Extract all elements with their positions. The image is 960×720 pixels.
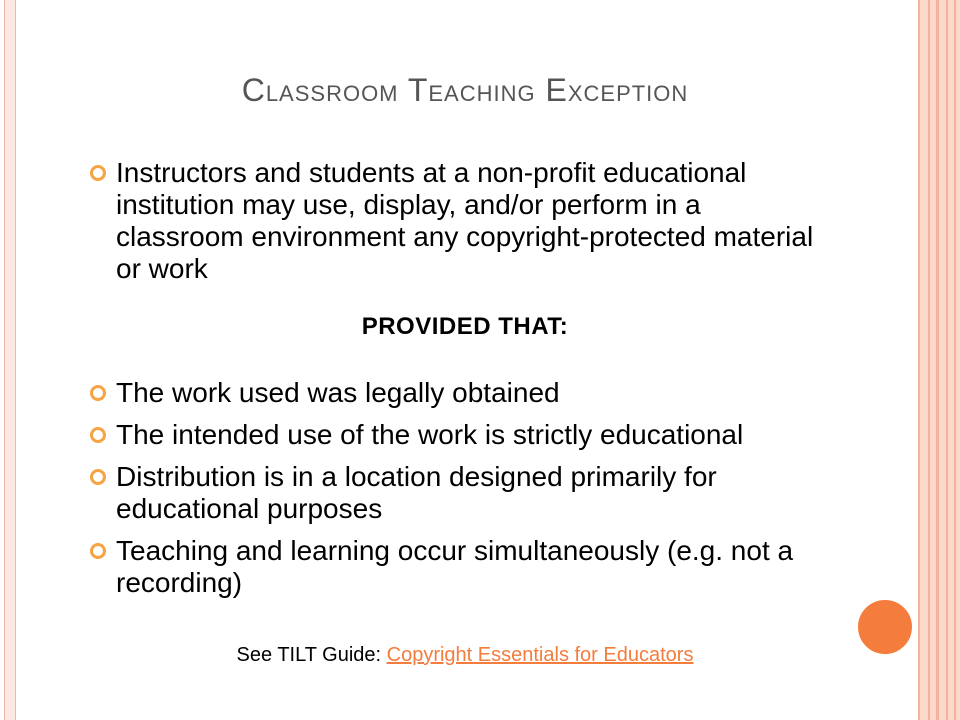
list-item (88, 535, 828, 599)
slide-title: Classroom Teaching Exception (241, 72, 689, 108)
list-item (88, 157, 828, 285)
list-item (88, 377, 828, 409)
bullet-text: The work used was legally obtained (116, 377, 560, 408)
bullet-text: The intended use of the work is strictly educational (116, 419, 744, 450)
guide-link[interactable]: Copyright Essentials for Educators (386, 644, 694, 666)
right-frame-stripe (936, 0, 939, 720)
condition-bullet-list (88, 377, 828, 609)
hollow-circle-bullet-icon (90, 385, 106, 401)
list-item (88, 419, 828, 451)
footer-prefix: See TILT Guide: (236, 644, 387, 666)
bullet-text: Teaching and learning occur simultaneously (e.g. not a recording) (116, 535, 794, 598)
intro-bullet-list (88, 157, 828, 295)
footer-reference (0, 644, 930, 667)
hollow-circle-bullet-icon (90, 165, 106, 181)
bullet-text: Distribution is in a location designed primarily for educational purposes (116, 461, 717, 524)
right-frame-stripe (954, 0, 956, 720)
condition-heading: PROVIDED THAT: (361, 313, 569, 340)
bullet-text: Instructors and students at a non-profit educational institution may use, display, and/or perform in a classroom environment any copyright-protected material or work (116, 157, 814, 284)
list-item (88, 461, 828, 525)
hollow-circle-bullet-icon (90, 427, 106, 443)
hollow-circle-bullet-icon (90, 469, 106, 485)
right-frame-stripe (946, 0, 948, 720)
hollow-circle-bullet-icon (90, 543, 106, 559)
